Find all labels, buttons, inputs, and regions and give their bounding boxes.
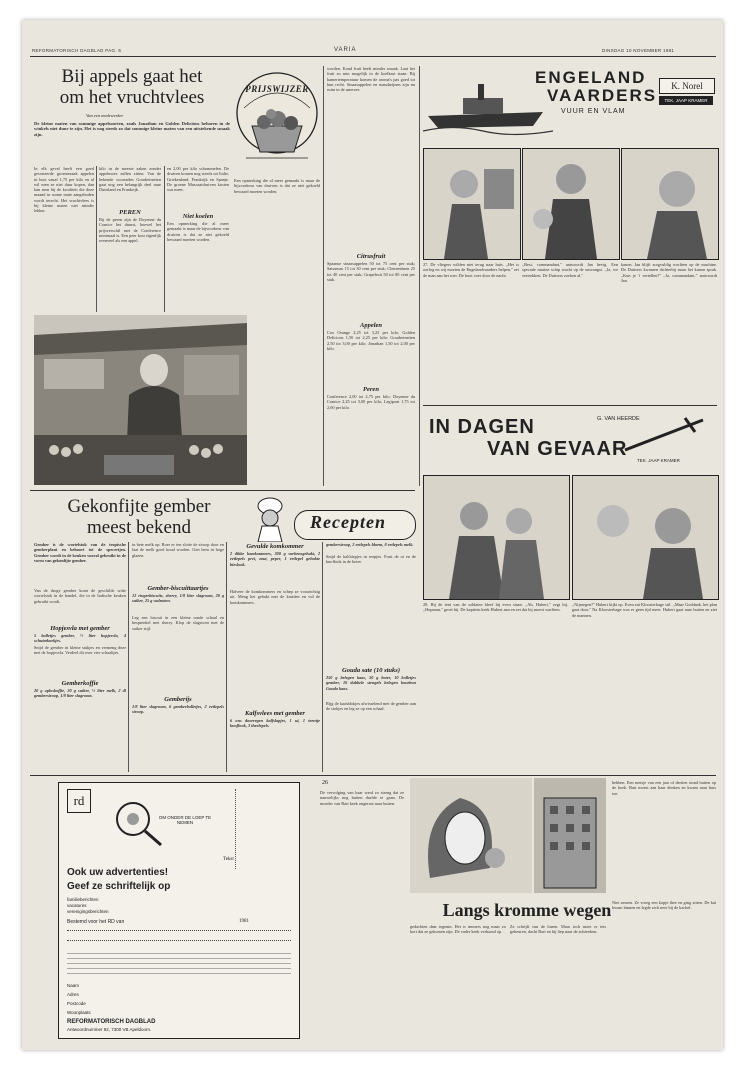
advert-box	[58, 782, 300, 1039]
newspaper-page	[22, 20, 723, 1050]
apples-col-2-text: kilo in de meeste zaken zonder appelmoes zullen zitten. Van de bekende voorraden Goudreinetten gaat nog een belangrijk deel naar Duitsland en Frankrijk.	[99, 166, 161, 193]
comic-boy-icon	[573, 476, 718, 599]
koffie-ingredients: 20 g oploskoffie, 20 g suiker, ½ liter melk, 2 dl gembersiroop, 1/8 liter slagroom.	[34, 688, 126, 699]
hopjes-text: Snijd de gember in kleine stukjes en vermeng deze met de hopjesvla. Verdeel dit over vier schaaltjes.	[34, 645, 126, 656]
header-right: DINSDAG 10 NOVEMBER 1981	[602, 48, 675, 53]
price-column	[327, 66, 415, 486]
bullet-item: verenigingsberichten	[67, 909, 109, 914]
biscuit-text: Leg een biscuit in een kleine ronde schaal en besprenkel met sherry. Klop de slagroom met de suiker stijf.	[132, 615, 224, 631]
engeland-text-3: kanon. Jan blijft zorgvuldig wachten op de machine. De Duitsers kwamen dichterbij maar het kanon sprak. ,,Kun je 't vertellen?" ,,Ja, commandant," antwoordt Jan.	[621, 262, 717, 283]
apples-title-line2: om het vruchtvlees	[59, 87, 205, 108]
engeland-text-1: 27. De vliegers wilden niet terug naar huis. ,,Het is oorlog en wij moeten de Engelandvaarders helpen," zei de man aan het roer. De boot voer door de nacht.	[423, 262, 519, 278]
apples-title-line1: Bij appels gaat het	[61, 66, 203, 87]
address-fields	[67, 981, 291, 1017]
cartoon-caption: OM ONDER DE LOEP TE NEMEN	[158, 815, 212, 825]
sub-hopjesvla: Hopjesvla met gember	[50, 625, 110, 632]
komkommer-ingredients: 2 dikke komkommers, 300 g varkensgehakt, 2 eetlepels prei, zout, peper, 1 eetlepel gehakte bieslook.	[230, 551, 320, 567]
gevaar-text-1: 28. Bij de tent van de soldaten bleef hij even staan. ,,Ah, Hubert," zegt hij. ,,Hopman," groet hij. De kapitein keek Hubert aan en zei dat hij moest wachten.	[423, 602, 568, 613]
sub-gouda-sate: Gouda sate (10 stuks)	[342, 667, 400, 674]
gember-col-2-text: in hete melk op. Roer er ten slotte de siroop door en laat de melk goed koud worden. Giet hem in hoge glazen.	[132, 542, 224, 558]
apples-col-2b-text: Bij de peren zijn de Doyenne du Comice het duurst, hoewel het prijsverschil met de Conference minimaal is. Een peer kost eigenlijk evenveel als een appel.	[99, 217, 161, 244]
advert-footer-1: REFORMATORISCH DAGBLAD	[67, 1019, 156, 1025]
comic-panel-3	[621, 148, 719, 260]
kalfs-ingredients: 6 ons doorregen kalfslapjes, 1 ui, 1 teentje knoflook, 3 theelepels.	[230, 718, 320, 729]
story-col-2: hebben. Een meisje van een jaar of dertien stond buiten op de hoek. Bart moest aan haar denken en kwam naar huis toe.	[612, 780, 716, 796]
input-line[interactable]	[67, 929, 291, 931]
biscuit-ingredients: 12 ringerbiscuits, sherry, 1/8 liter slagroom, 20 g suiker, 25 g walnoten.	[132, 593, 224, 604]
gember-col-3	[230, 542, 320, 772]
ijs-ingredients: 1/8 liter slagroom, 6 gemberbolletjes, 2 eetlepels siroop.	[132, 704, 224, 715]
engeland-text-2: ,,Best, commandant," antwoordt Jan hevig. Een speciale marine schip wacht op de ontvangst. ,,Ja, we vertrekken. De Duitsers zoeken al."	[522, 262, 618, 278]
fine-print	[67, 949, 291, 977]
advert-headline-2: Geef ze schriftelijk op	[67, 881, 171, 892]
hopjes-ingredients: 5 bolletjes gember, ½ liter hopjesvla, 4 schuimkoekjes.	[34, 633, 126, 644]
sub-gevulde-komkommer: Gevulde komkommer	[246, 543, 304, 550]
header-section: VARIA	[334, 47, 357, 53]
sword-icon	[623, 414, 713, 454]
prijswijzer-graphic	[234, 68, 320, 174]
sub-peren: PEREN	[119, 209, 141, 216]
story-col-1: De vervolging van haar werd zo streng dat ze nauwelijks nog buiten durfde te gaan. De moeder van Bart keek ongerust naar buiten.	[320, 790, 404, 806]
recepten-banner	[248, 494, 416, 542]
section-rule	[423, 405, 717, 406]
apples-col-3	[167, 166, 229, 312]
bestemd-year: 1981	[239, 919, 249, 924]
apples-col-3b-text: Een opmerking die al meer gemaakt is maar de bijvoorkeur van druiven is dat ze niet gekoeld bewaard moeten worden.	[167, 221, 229, 242]
engeland-banner	[423, 68, 717, 144]
sub-peren-prices: Peren	[363, 386, 379, 393]
apples-title	[34, 66, 230, 108]
bullet-item: familieberichten	[67, 897, 99, 902]
sub-biscuittaartjes: Gember-biscuittaartjes	[147, 585, 209, 592]
story-title: Langs kromme wegen	[442, 900, 612, 920]
price-column-text: worden. Koud fruit heeft minder smaak. Laat het fruit zo min mogelijk in de koelkast staan. Bij kamertemperatuur komen de aroma's pas goed tot hun recht. Sinaasappelen en mandarijnen zijn nu ruim in de aanvoer.	[327, 66, 415, 93]
gouda-text: Rijg de kaasblokjes afwisselend met de gember aan de stokjes en leg ze op een schaal.	[326, 701, 416, 712]
market-photo	[34, 315, 247, 485]
section-rule	[30, 775, 716, 776]
sub-niet-koelen: Niet koelen	[182, 213, 214, 220]
comic-soldiers-icon	[424, 476, 569, 599]
gevaar-title-2: VAN GEVAAR	[487, 438, 628, 460]
field-adres[interactable]: Adres	[67, 992, 79, 997]
gember-col-4-ingredients: gembersiroop, 2 eetlepels bloem, 8 eetlepels melk.	[326, 542, 414, 547]
building-icon	[534, 778, 606, 893]
woman-portrait-icon	[410, 778, 532, 893]
tekst-area[interactable]	[235, 789, 292, 869]
comic-figure-icon	[523, 149, 619, 259]
sub-citrusfruit: Citrusfruit	[356, 253, 386, 260]
col-divider	[96, 166, 97, 312]
field-postcode[interactable]: Postcode	[67, 1001, 86, 1006]
col-divider	[164, 166, 165, 312]
header-rule	[30, 56, 716, 57]
ship-icon	[423, 76, 553, 136]
gember-col-2	[132, 542, 224, 772]
gevaar-title-1: IN DAGEN	[429, 416, 535, 438]
engeland-title-2: VAARDERS	[547, 86, 658, 105]
advert-headline-1: Ook uw advertenties!	[67, 867, 169, 878]
apartment-illustration	[534, 778, 606, 893]
col-divider	[128, 542, 129, 772]
comic-panel-1	[423, 148, 521, 260]
field-naam[interactable]: Naam	[67, 983, 80, 988]
apples-lead: De kleine maten van sommige appelsoorten, zoals Jonathan en Golden Delicious behoren in de winkels niet duur te zijn. Het is nog steeds zo dat sommige kleine maten van een uitstekende smaak zijn.	[34, 121, 230, 137]
gember-title	[34, 496, 244, 538]
apples-col-4: Een opmerking die al meer gemaakt is maar de bijvoorkeur van druiven is dat ze niet gekoeld bewaard moeten worden.	[234, 178, 320, 194]
gember-lead: Gember is de wortelstok van de tropische gemberplant en behoort tot de specerijen. Gember wordt in de keuken vooral gebruikt in de vorm van gekonfijte gember.	[34, 542, 126, 563]
tekst-label: Tekst	[223, 857, 234, 862]
story-col-3: gedachten daar tegenin. Het is immers nog maar zo kort dat ze gekomen zijn. De vader keek verbaasd op.	[410, 924, 506, 935]
apples-col-1: In elk geval heeft een goed gesorteerde groentezaak appelen in huis vanaf 1,75 per kilo en al wil men ze niet duur kopen, dan kan men bij de kwaliteit die deze maand in ruime mate aangeboden wordt terecht. Het vruchtvlees is bij kleine maten niet minder lekker.	[34, 166, 94, 214]
story-col-4: Ze schrijft van de buren. Maar toch moet er iets gebeuren, dacht Bart en hij liep naar de achterdeur.	[510, 924, 606, 935]
engeland-illustrator: TEK. JAAP KRAMER	[659, 96, 713, 105]
gember-col-1	[34, 542, 126, 772]
comic-figure-icon	[424, 149, 520, 259]
sub-gemberijs: Gemberijs	[164, 696, 192, 703]
citrus-prices: Spaanse sinaasappelen 50 tot 75 cent per stuk; Satsumas 15 tot 30 cent per stuk; Clementinen 25 tot 40 cent per stuk; Grapefruit 50 tot 80 cent per stuk.	[327, 261, 415, 282]
gember-col-1-text: Van de droge gember komt de geschilde witte wortelstok in de handel, die in de Indische keuken gebruikt wordt.	[34, 588, 126, 604]
gevaar-author: G. VAN HEERDE	[597, 416, 640, 422]
col-divider	[323, 66, 324, 486]
col-divider	[226, 542, 227, 772]
section-rule	[30, 490, 415, 491]
woman-illustration	[410, 778, 532, 893]
advert-bullets	[67, 897, 109, 915]
gouda-ingredients: 250 g belegen kaas, 50 g boter, 10 bolletjes gember, 10 dubbele stengels belegen bourbon Gouda kaas.	[326, 675, 416, 691]
sub-appelen: Appelen	[359, 322, 383, 329]
peren-prices: Conference 2,00 tot 2,75 per kilo; Doyenne du Comice 2,25 tot 3,00 per kilo; Legipont 1,75 tot 2,00 per kilo.	[327, 394, 415, 410]
story-page-no: 26	[322, 780, 328, 786]
engeland-author: K. Norel	[659, 78, 715, 94]
bullet-item: vacatures	[67, 903, 87, 908]
rd-logo: rd	[67, 789, 91, 813]
gevaar-banner	[423, 410, 717, 470]
prijswijzer-label: PRIJSWIJZER	[245, 84, 309, 94]
komkommer-text: Halveer de komkommers en schep ze voorzichtig uit. Meng het gehakt met de kruiden en vul de komkommers.	[230, 589, 320, 605]
col-divider	[419, 66, 420, 486]
engeland-tagline: VUUR EN VLAM	[561, 108, 626, 115]
engeland-title-1: ENGELAND	[535, 68, 647, 87]
gevaar-text-2: ,,Nijmegen?" Hubert kijkt op. Even zat Kloosterhage stil. ,,Maar Goddank, het plan gaat door." Na Kloosterhage was er geen tijd meer. Hubert gaat naar buiten en ziet de mannen.	[572, 602, 717, 618]
recepten-label: Recepten	[310, 512, 386, 532]
comic-figure-icon	[622, 149, 718, 259]
gember-title-line2: meest bekend	[87, 517, 191, 538]
story-col-5: Niet zeuren. Ze vroeg een kopje thee en ging zitten. De kat kwam binnen en legde zich neer bij de kachel.	[612, 900, 716, 911]
sub-gemberkoffie: Gemberkoffie	[61, 680, 99, 687]
comic-panel-2	[522, 148, 620, 260]
gevaar-illustrator: TEK. JAAP KRAMER	[637, 458, 680, 463]
apples-col-3-text: en 2,00 per kilo schommelen. De druiven komen nog steeds uit Italie, Griekenland, Frankrijk en Spanje. De groene Muscaatdruiven kosten wat meer.	[167, 166, 229, 193]
chef-icon	[248, 494, 298, 542]
bestemd-label: Bestemd voor het RD van	[67, 919, 125, 925]
advert-footer-2: Antwoordnummer 92, 7300 VB Apeldoorn.	[67, 1027, 152, 1032]
header-left: REFORMATORISCH DAGBLAD PAG. 6	[32, 48, 122, 53]
input-line[interactable]	[67, 939, 291, 941]
gember-col-4	[326, 542, 416, 772]
sub-kalfsvlees: Kalfsvlees met gember	[245, 710, 305, 717]
comic-panel-5	[572, 475, 719, 600]
apples-byline: Van een medewerker	[86, 113, 124, 118]
col-divider	[322, 542, 323, 772]
market-stall-image	[34, 315, 247, 485]
appelen-prices: Cox Orange 2,25 tot 3,25 per kilo; Golden Delicious 1,50 tot 2,25 per kilo; Goudreinetten 2,50 tot 3,00 per kilo; Jonathan 1,50 tot 2,00 per kilo.	[327, 330, 415, 351]
field-woonplaats[interactable]: Woonplaats	[67, 1010, 91, 1015]
apples-col-2	[99, 166, 161, 312]
comic-panel-4	[423, 475, 570, 600]
gember-col-4-text: Snijd de kalfslapjes in reepjes. Fruit de ui en de knoflook in de boter.	[326, 554, 416, 565]
gember-title-line1: Gekonfijte gember	[67, 496, 211, 517]
